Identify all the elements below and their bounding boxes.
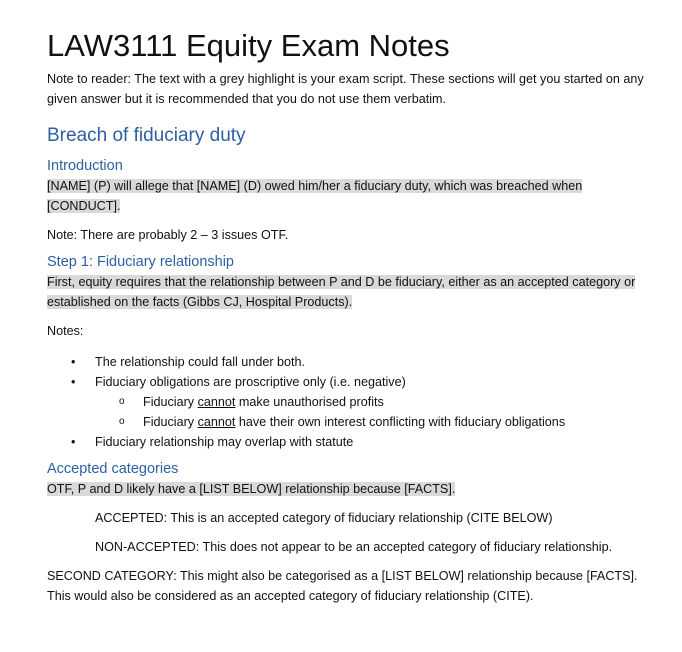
accepted-categories-heading: Accepted categories <box>47 461 179 477</box>
bullet-icon: • <box>71 435 76 449</box>
underlined-text: cannot <box>197 395 236 409</box>
introduction-heading: Introduction <box>47 158 123 174</box>
underlined-text: cannot <box>197 415 236 429</box>
page-title: LAW3111 Equity Exam Notes <box>47 28 450 63</box>
second-category: SECOND CATEGORY: This might also be categorised as a [LIST BELOW] relationship because [FACTS]. This would also be considered as an accepted category of fiduciary relationship (CITE). <box>47 569 638 603</box>
circle-bullet-icon: o <box>119 396 125 407</box>
note-to-reader: Note to reader: The text with a grey highlight is your exam script. These sections will get you started on any given answer but it is recommended that you do not use them verbatim. <box>47 72 644 106</box>
sub-list-item <box>95 392 657 412</box>
section-heading: Breach of fiduciary duty <box>47 125 246 146</box>
list-item <box>47 432 657 452</box>
sub-list-item <box>95 412 657 432</box>
introduction-note: Note: There are probably 2 – 3 issues OTF. <box>47 228 289 242</box>
bullet-icon: • <box>71 355 76 369</box>
notes-list <box>47 352 657 452</box>
bullet-text: The relationship could fall under both. <box>95 355 306 369</box>
document-page <box>47 27 657 606</box>
sub-text-post: have their own interest conflicting with fiduciary obligations <box>235 415 566 429</box>
non-accepted-line: NON-ACCEPTED: This does not appear to be an accepted category of fiduciary relationship. <box>95 540 613 554</box>
accepted-script: OTF, P and D likely have a [LIST BELOW] relationship because [FACTS]. <box>47 482 456 496</box>
step1-heading: Step 1: Fiduciary relationship <box>47 254 234 270</box>
introduction-script: [NAME] (P) will allege that [NAME] (D) owed him/her a fiduciary duty, which was breached when [CONDUCT]. <box>47 179 583 213</box>
sub-text-pre: Fiduciary <box>143 415 198 429</box>
accepted-line: ACCEPTED: This is an accepted category of fiduciary relationship (CITE BELOW) <box>95 511 553 525</box>
circle-bullet-icon: o <box>119 416 125 427</box>
notes-label: Notes: <box>47 324 84 338</box>
bullet-text: Fiduciary obligations are proscriptive only (i.e. negative) <box>95 375 406 389</box>
sub-text-post: make unauthorised profits <box>235 395 384 409</box>
bullet-text: Fiduciary relationship may overlap with statute <box>95 435 354 449</box>
sub-list <box>95 392 657 432</box>
list-item <box>47 352 657 372</box>
step1-script: First, equity requires that the relationship between P and D be fiduciary, either as an accepted category or established on the facts (Gibbs CJ, Hospital Products). <box>47 275 636 309</box>
bullet-icon: • <box>71 375 76 389</box>
sub-text-pre: Fiduciary <box>143 395 198 409</box>
list-item <box>47 372 657 432</box>
